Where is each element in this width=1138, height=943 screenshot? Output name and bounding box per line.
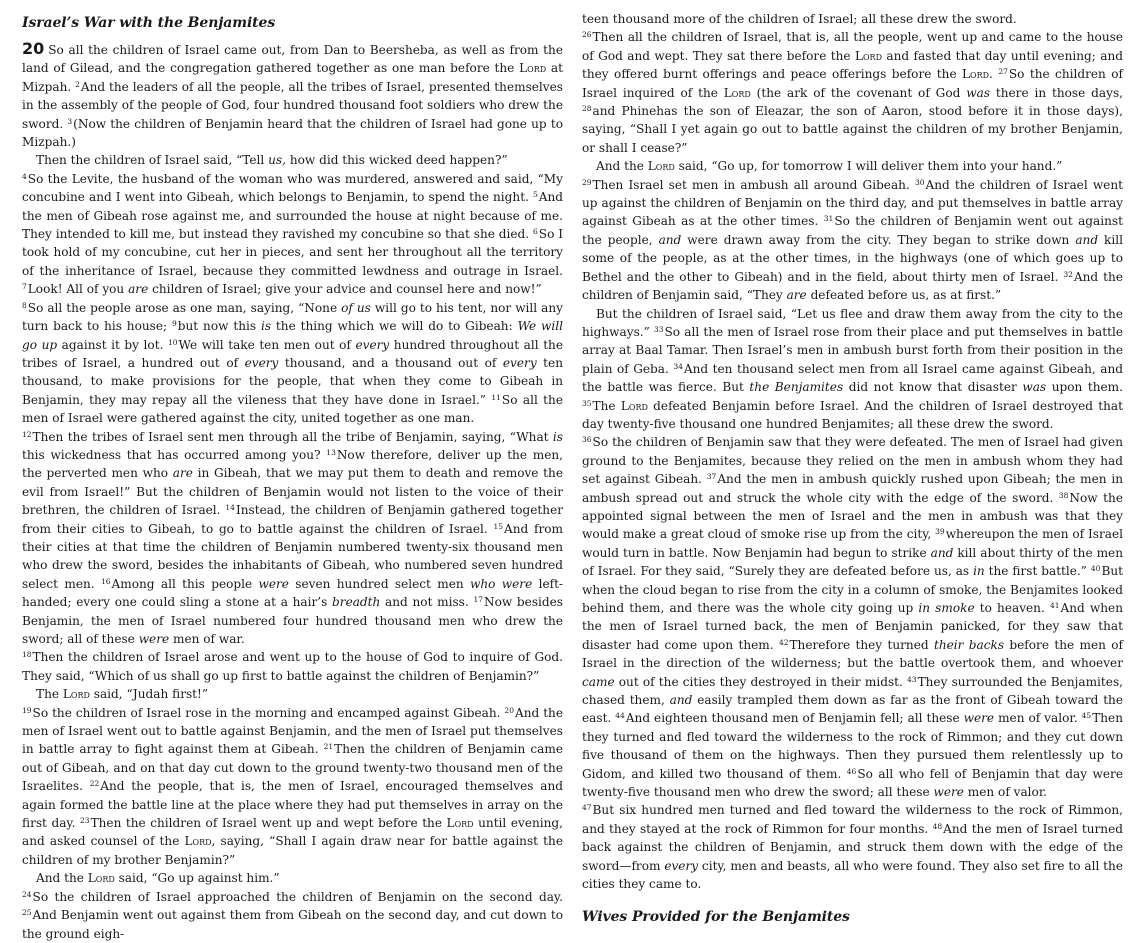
left-column — [22, 10, 563, 943]
right-column — [582, 10, 1123, 932]
paragraph: And the Lord said, “Go up against him.” — [36, 871, 280, 886]
paragraph: $^{19}$So the children of Israel rose in the morning and encamped against Gibeah. $^{20}$And the men of Israel went out to battle against Benjamin, and the men of Israel put themselves in battle array to fight against them at Gibeah. $^{21}$Then the children of Benjamin came out of Gibeah, and on that day cut down to the ground twenty-two thousand men of the Israelites. $^{22}$And the people, that is, the men of Israel, encouraged themselves and again formed the battle line at the place where they had put themselves in array on the first day. $^{23}$Then the children of Israel went up and wept before the Lord until evening, and asked counsel of the Lord, saying, “Shall I again draw near for battle against the children of my brother Benjamin?” — [22, 705, 564, 867]
paragraph: $^4$So the Levite, the husband of the woman who was murdered, answered and said, “My concubine and I went into Gibeah, which belongs to Benjamin, to spend the night. $^5$And the men of Gibeah rose against me, and surrounded the house at night because of me. They intended to kill me, but instead they ravished my concubine so that she died. $^6$So I took hold of my concubine, cut her in pieces, and sent her throughout all the territory of the inheritance of Israel, because they committed lewdness and outrage in Israel. $^7$Look! All of you are children of Israel; give your advice and counsel here and now!” — [22, 171, 563, 297]
paragraph: $^{29}$Then Israel set men in ambush all around Gibeah. $^{30}$And the children of Israel went up against the children of Benjamin on the third day, and put themselves in battle array against Gibeah as at the other times. $^{31}$So the children of Benjamin went out against the people, and were drawn away from the city. They began to strike down and kill some of the people, as at the other times, in the highways (one of which goes up to Bethel and the other to Gibeah) and in the field, about thirty men of Israel. $^{32}$And the children of Benjamin said, “They are defeated before us, as at first.” — [582, 177, 1123, 303]
section-heading: Israel’s War with the Benjamites — [22, 15, 276, 31]
paragraph: $^{36}$So the children of Benjamin saw that they were defeated. The men of Israel had given ground to the Benjamites, because they relied on the men in ambush whom they had set against Gibeah. $^{37}$And the men in ambush quickly rushed upon Gibeah; the men in ambush spread out and struck the whole city with the edge of the sword. $^{38}$Now the appointed signal between the men of Israel and the men in ambush was that they would make a great cloud of smoke rise up from the city, $^{39}$whereupon the men of Israel would turn in battle. Now Benjamin had begun to strike and kill about thirty of the men of Israel. For they said, “Surely they are defeated before us, as in the first battle.” $^{40}$But when the cloud began to rise from the city in a column of smoke, the Benjamites looked behind them, and there was the whole city going up in smoke to heaven. $^{41}$And when the men of Israel turned back, the men of Benjamin panicked, for they saw that disaster had come upon them. $^{42}$Therefore they turned their backs before the men of Israel in the direction of the wilderness; but the battle overtook them, and whoever came out of the cities they destroyed in their midst. $^{43}$They surrounded the Benjamites, chased them, and easily trampled them down as far as the front of Gibeah toward the east. $^{44}$And eighteen thousand men of Benjamin fell; all these were men of valor. $^{45}$Then they turned and fled toward the wilderness to the rock of Rimmon; and they cut down five thousand of them on the highways. Then they pursued them relentlessly up to Gidom, and killed two thousand of them. $^{46}$So all who fell of Benjamin that day were twenty-five thousand men who drew the sword; all these were men of valor. — [582, 435, 1124, 800]
chapter-number: 20 — [22, 39, 45, 58]
section-heading: Wives Provided for the Benjamites — [582, 908, 850, 925]
paragraph: The Lord said, “Judah first!” — [36, 687, 209, 702]
paragraph: $^{47}$But six hundred men turned and fled toward the wilderness to the rock of Rimmon, and they stayed at the rock of Rimmon for four months. $^{48}$And the men of Israel turned back against the children of Benjamin, and struck them down with the edge of the sword—from every city, men and beasts, all who were found. They also set fire to all the cities they came to. — [582, 803, 1123, 892]
paragraph: $^{24}$So the children of Israel approached the children of Benjamin on the second day. $^{25}$And Benjamin went out against them from Gibeah on the second day, and cut down to the ground eigh- — [22, 889, 563, 941]
paragraph: 20 So all the children of Israel came out, from Dan to Beersheba, as well as from the land of Gilead, and the congregation gathered together as one man before the Lord at Mizpah. $^2$And the leaders of all the people, all the tribes of Israel, presented themselves in the assembly of the people of God, four hundred thousand foot soldiers who drew the sword. $^3$(Now the children of Benjamin heard that the children of Israel had gone up to Mizpah.) — [22, 39, 563, 150]
paragraph: $^8$So all the people arose as one man, saying, “None of us will go to his tent, nor will any turn back to his house; $^9$but now this is the thing which we will do to Gibeah: We will go up against it by lot. $^{10}$We will take ten men out of every hundred throughout all the tribes of Israel, a hundred out of every thousand, and a thousand out of every ten thousand, to make provisions for the people, that when they come to Gibeah in Benjamin, they may repay all the vileness that they have done in Israel.” $^{11}$So all the men of Israel were gathered against the city, united together as one man. — [22, 300, 564, 426]
paragraph: teen thousand more of the children of Israel; all these drew the sword. — [582, 12, 1017, 26]
paragraph: $^{12}$Then the tribes of Israel sent men through all the tribe of Benjamin, saying, “What is this wickedness that has occurred among you? $^{13}$Now therefore, deliver up the men, the perverted men who are in Gibeah, that we may put them to death and remove the evil from Israel!” But the children of Benjamin would not listen to the voice of their brethren, the children of Israel. $^{14}$Instead, the children of Benjamin gathered together from their cities to Gibeah, to go to battle against the children of Israel. $^{15}$And from their cities at that time the children of Benjamin numbered twenty-six thousand men who drew the sword, besides the inhabitants of Gibeah, who numbered seven hundred select men. $^{16}$Among all this people were seven hundred select men who were left-handed; every one could sling a stone at a hair’s breadth and not miss. $^{17}$Now besides Benjamin, the men of Israel numbered four hundred thousand men who drew the sword; all of these were men of war. — [22, 429, 564, 646]
paragraph: Then the children of Israel said, “Tell us, how did this wicked deed happen?” — [36, 153, 508, 168]
paragraph: $^{18}$Then the children of Israel arose and went up to the house of God to inquire of God. They said, “Which of us shall go up first to battle against the children of Benjamin?” — [22, 650, 563, 683]
paragraph: $^{26}$Then all the children of Israel, that is, all the people, went up and came to the house of God and wept. They sat there before the Lord and fasted that day until evening; and they offered burnt offerings and peace offerings before the Lord. $^{27}$So the children of Israel inquired of the Lord (the ark of the covenant of God was there in those days, $^{28}$and Phinehas the son of Eleazar, the son of Aaron, stood before it in those days), saying, “Shall I yet again go out to battle against the children of my brother Benjamin, or shall I cease?” — [582, 30, 1123, 155]
paragraph: But the children of Israel said, “Let us flee and draw them away from the city to the highways.” $^{33}$So all the men of Israel rose from their place and put themselves in battle array at Baal Tamar. Then Israel’s men in ambush burst forth from their position in the plain of Geba. $^{34}$And ten thousand select men from all Israel came against Gibeah, and the battle was fierce. But the Benjamites did not know that disaster was upon them. $^{35}$The Lord defeated Benjamin before Israel. And the children of Israel destroyed that day twenty-five thousand one hundred Benjamites; all these drew the sword. — [582, 306, 1124, 431]
paragraph: And the Lord said, “Go up, for tomorrow I will deliver them into your hand.” — [596, 159, 1063, 174]
